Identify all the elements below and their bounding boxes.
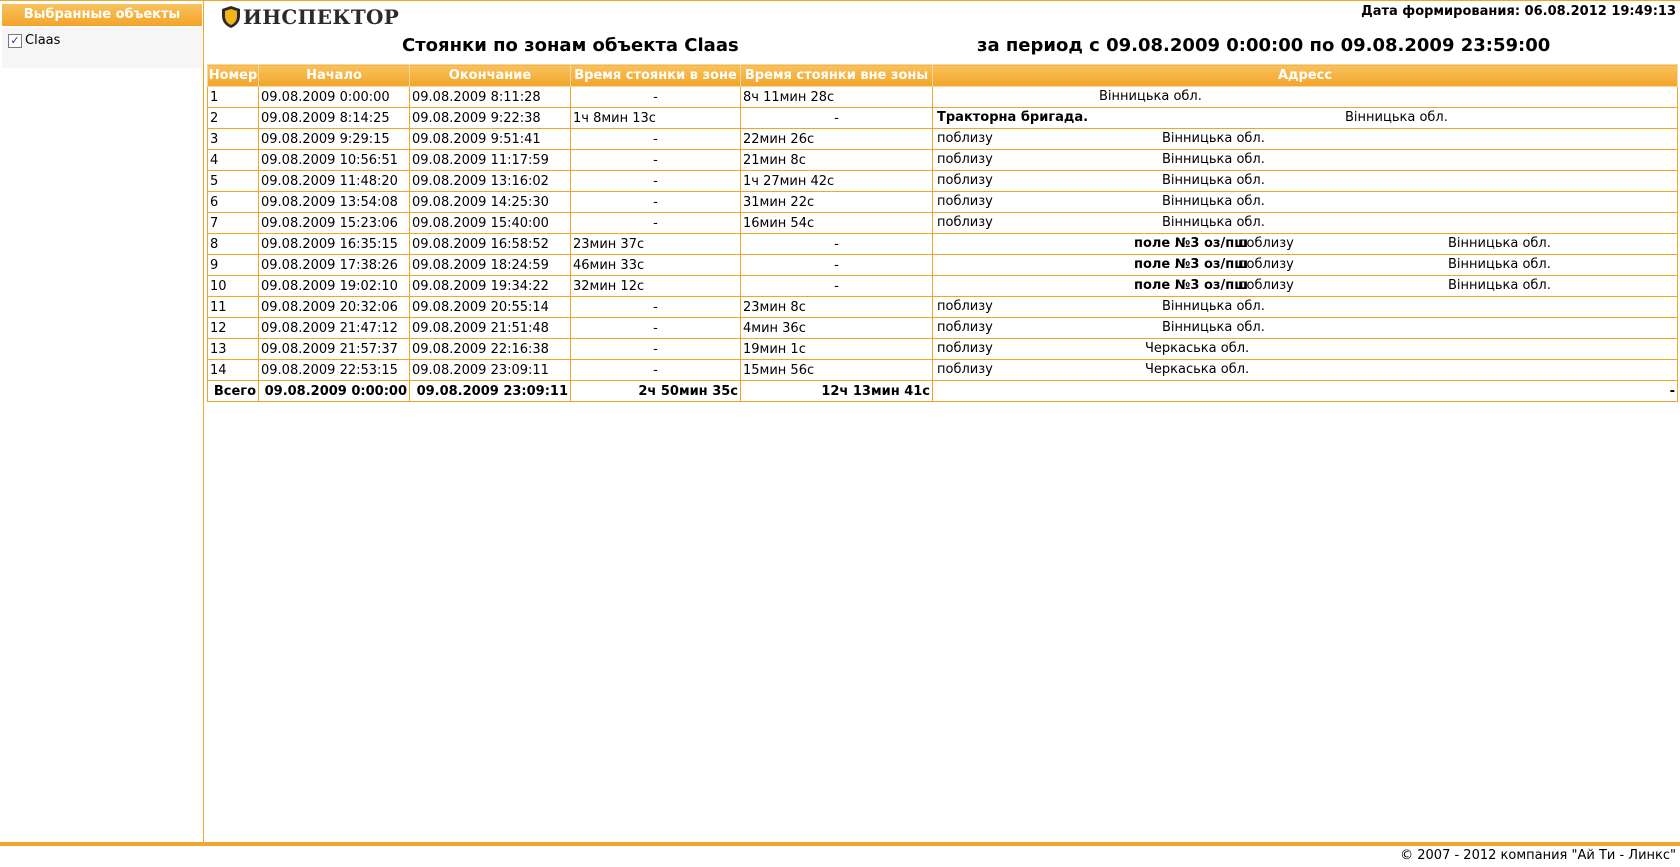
row-time-out-zone: - bbox=[741, 276, 933, 297]
row-start: 09.08.2009 15:23:06 bbox=[259, 213, 410, 234]
object-list bbox=[2, 28, 202, 68]
table-row bbox=[208, 129, 1678, 150]
row-time-out-zone: 22мин 26с bbox=[741, 129, 933, 150]
address-region: Черкаська обл. bbox=[1145, 362, 1250, 377]
row-time-out-zone: 4мин 36с bbox=[741, 318, 933, 339]
row-start: 09.08.2009 11:48:20 bbox=[259, 171, 410, 192]
address-zone: поле №3 оз/пш bbox=[1134, 278, 1249, 293]
report-period: за период с 09.08.2009 0:00:00 по 09.08.2009 23:59:00 bbox=[977, 35, 1551, 56]
table-row bbox=[208, 255, 1678, 276]
row-time-in-zone: - bbox=[571, 360, 741, 381]
report-title: Стоянки по зонам объекта Claas bbox=[402, 35, 739, 56]
row-start: 09.08.2009 8:14:25 bbox=[259, 108, 410, 129]
total-end: 09.08.2009 23:09:11 bbox=[410, 381, 571, 402]
logo-text: ИНСПЕКТОР bbox=[243, 5, 400, 29]
row-time-in-zone: - bbox=[571, 192, 741, 213]
address-near: поблизу bbox=[937, 362, 993, 377]
total-start: 09.08.2009 0:00:00 bbox=[259, 381, 410, 402]
row-address bbox=[933, 192, 1678, 213]
row-number: 9 bbox=[208, 255, 259, 276]
row-address bbox=[933, 234, 1678, 255]
address-region: Вінницька обл. bbox=[1162, 320, 1265, 335]
row-time-out-zone: 15мин 56с bbox=[741, 360, 933, 381]
parking-table bbox=[207, 64, 1678, 402]
table-row bbox=[208, 276, 1678, 297]
row-number: 3 bbox=[208, 129, 259, 150]
address-region: Черкаська обл. bbox=[1145, 341, 1250, 356]
row-time-out-zone: - bbox=[741, 108, 933, 129]
row-time-out-zone: 1ч 27мин 42с bbox=[741, 171, 933, 192]
row-address bbox=[933, 87, 1678, 108]
address-near: поблизу bbox=[937, 215, 993, 230]
total-out-zone: 12ч 13мин 41с bbox=[741, 381, 933, 402]
row-time-in-zone: - bbox=[571, 213, 741, 234]
row-start: 09.08.2009 22:53:15 bbox=[259, 360, 410, 381]
copyright: © 2007 - 2012 компания "Ай Ти - Линкс" bbox=[1400, 848, 1676, 863]
row-address bbox=[933, 339, 1678, 360]
address-region: Вінницька обл. bbox=[1162, 299, 1265, 314]
row-number: 11 bbox=[208, 297, 259, 318]
row-time-in-zone: 1ч 8мин 13с bbox=[571, 108, 741, 129]
row-time-out-zone: - bbox=[741, 255, 933, 276]
row-time-in-zone: - bbox=[571, 87, 741, 108]
address-region: Вінницька обл. bbox=[1345, 110, 1448, 125]
top-divider bbox=[0, 0, 1680, 1]
table-row bbox=[208, 192, 1678, 213]
logo bbox=[221, 4, 399, 30]
row-start: 09.08.2009 13:54:08 bbox=[259, 192, 410, 213]
row-start: 09.08.2009 16:35:15 bbox=[259, 234, 410, 255]
row-number: 1 bbox=[208, 87, 259, 108]
row-address bbox=[933, 213, 1678, 234]
table-row bbox=[208, 297, 1678, 318]
row-end: 09.08.2009 19:34:22 bbox=[410, 276, 571, 297]
row-end: 09.08.2009 13:16:02 bbox=[410, 171, 571, 192]
row-end: 09.08.2009 11:17:59 bbox=[410, 150, 571, 171]
column-header-number: Номер bbox=[208, 65, 259, 87]
address-region: Вінницька обл. bbox=[1448, 278, 1551, 293]
sidebar-header: Выбранные объекты bbox=[2, 4, 202, 26]
row-time-out-zone: - bbox=[741, 234, 933, 255]
address-zone: поле №3 оз/пш bbox=[1134, 236, 1249, 251]
address-near: поблизу bbox=[937, 131, 993, 146]
row-end: 09.08.2009 18:24:59 bbox=[410, 255, 571, 276]
row-time-out-zone: 23мин 8с bbox=[741, 297, 933, 318]
row-time-in-zone: - bbox=[571, 171, 741, 192]
address-region: Вінницька обл. bbox=[1448, 236, 1551, 251]
column-header-time-in-zone: Время стоянки в зоне bbox=[571, 65, 741, 87]
row-time-in-zone: 23мин 37с bbox=[571, 234, 741, 255]
row-number: 7 bbox=[208, 213, 259, 234]
total-label: Всего bbox=[208, 381, 259, 402]
address-near: поблизу bbox=[937, 341, 993, 356]
row-end: 09.08.2009 20:55:14 bbox=[410, 297, 571, 318]
row-time-out-zone: 21мин 8с bbox=[741, 150, 933, 171]
address-region: Вінницька обл. bbox=[1162, 194, 1265, 209]
row-end: 09.08.2009 21:51:48 bbox=[410, 318, 571, 339]
total-row bbox=[208, 381, 1678, 402]
row-start: 09.08.2009 21:57:37 bbox=[259, 339, 410, 360]
row-time-out-zone: 19мин 1с bbox=[741, 339, 933, 360]
table-row bbox=[208, 360, 1678, 381]
row-time-in-zone: - bbox=[571, 129, 741, 150]
object-label: Claas bbox=[25, 33, 61, 48]
row-number: 13 bbox=[208, 339, 259, 360]
row-start: 09.08.2009 21:47:12 bbox=[259, 318, 410, 339]
row-end: 09.08.2009 16:58:52 bbox=[410, 234, 571, 255]
row-end: 09.08.2009 14:25:30 bbox=[410, 192, 571, 213]
shield-icon bbox=[221, 5, 241, 29]
row-start: 09.08.2009 19:02:10 bbox=[259, 276, 410, 297]
address-region: Вінницька обл. bbox=[1162, 215, 1265, 230]
row-number: 5 bbox=[208, 171, 259, 192]
total-address: - bbox=[933, 381, 1678, 402]
row-time-out-zone: 31мин 22с bbox=[741, 192, 933, 213]
row-number: 6 bbox=[208, 192, 259, 213]
address-near: поблизу bbox=[1238, 257, 1294, 272]
row-number: 10 bbox=[208, 276, 259, 297]
row-number: 2 bbox=[208, 108, 259, 129]
generation-date: Дата формирования: 06.08.2012 19:49:13 bbox=[1361, 4, 1676, 19]
table-header-row bbox=[208, 65, 1678, 87]
row-start: 09.08.2009 17:38:26 bbox=[259, 255, 410, 276]
table-row bbox=[208, 234, 1678, 255]
column-header-address: Адресс bbox=[933, 65, 1678, 87]
row-time-in-zone: - bbox=[571, 150, 741, 171]
table-row bbox=[208, 108, 1678, 129]
address-zone: поле №3 оз/пш bbox=[1134, 257, 1249, 272]
table-row bbox=[208, 213, 1678, 234]
object-item-claas[interactable] bbox=[8, 33, 60, 48]
row-time-in-zone: - bbox=[571, 297, 741, 318]
row-time-in-zone: - bbox=[571, 318, 741, 339]
table-row bbox=[208, 87, 1678, 108]
sidebar bbox=[0, 0, 204, 842]
address-near: поблизу bbox=[1238, 236, 1294, 251]
row-end: 09.08.2009 9:51:41 bbox=[410, 129, 571, 150]
row-start: 09.08.2009 10:56:51 bbox=[259, 150, 410, 171]
column-header-end: Окончание bbox=[410, 65, 571, 87]
table-row bbox=[208, 150, 1678, 171]
row-end: 09.08.2009 15:40:00 bbox=[410, 213, 571, 234]
row-address bbox=[933, 129, 1678, 150]
row-number: 4 bbox=[208, 150, 259, 171]
row-number: 14 bbox=[208, 360, 259, 381]
table-row bbox=[208, 339, 1678, 360]
address-region: Вінницька обл. bbox=[1162, 173, 1265, 188]
row-end: 09.08.2009 22:16:38 bbox=[410, 339, 571, 360]
row-end: 09.08.2009 23:09:11 bbox=[410, 360, 571, 381]
address-region: Вінницька обл. bbox=[1448, 257, 1551, 272]
row-start: 09.08.2009 9:29:15 bbox=[259, 129, 410, 150]
row-number: 12 bbox=[208, 318, 259, 339]
object-checkbox[interactable]: ✓ bbox=[8, 34, 22, 48]
row-number: 8 bbox=[208, 234, 259, 255]
row-address bbox=[933, 360, 1678, 381]
address-near: поблизу bbox=[937, 299, 993, 314]
row-address bbox=[933, 171, 1678, 192]
row-start: 09.08.2009 0:00:00 bbox=[259, 87, 410, 108]
address-zone: Тракторна бригада. bbox=[937, 110, 1089, 125]
row-end: 09.08.2009 9:22:38 bbox=[410, 108, 571, 129]
row-time-in-zone: - bbox=[571, 339, 741, 360]
row-address bbox=[933, 318, 1678, 339]
row-time-in-zone: 32мин 12с bbox=[571, 276, 741, 297]
row-end: 09.08.2009 8:11:28 bbox=[410, 87, 571, 108]
address-near: поблизу bbox=[937, 320, 993, 335]
address-near: поблизу bbox=[937, 194, 993, 209]
total-in-zone: 2ч 50мин 35с bbox=[571, 381, 741, 402]
address-near: поблизу bbox=[937, 152, 993, 167]
footer-divider bbox=[0, 842, 1680, 846]
row-time-out-zone: 16мин 54с bbox=[741, 213, 933, 234]
row-address bbox=[933, 108, 1678, 129]
row-time-out-zone: 8ч 11мин 28с bbox=[741, 87, 933, 108]
row-address bbox=[933, 276, 1678, 297]
row-address bbox=[933, 255, 1678, 276]
row-start: 09.08.2009 20:32:06 bbox=[259, 297, 410, 318]
column-header-time-out-zone: Время стоянки вне зоны bbox=[741, 65, 933, 87]
row-address bbox=[933, 297, 1678, 318]
column-header-start: Начало bbox=[259, 65, 410, 87]
row-address bbox=[933, 150, 1678, 171]
address-region: Вінницька обл. bbox=[1162, 131, 1265, 146]
row-time-in-zone: 46мин 33с bbox=[571, 255, 741, 276]
address-region: Вінницька обл. bbox=[1162, 152, 1265, 167]
table-row bbox=[208, 318, 1678, 339]
address-near: поблизу bbox=[1238, 278, 1294, 293]
address-region: Вінницька обл. bbox=[1099, 89, 1202, 104]
address-near: поблизу bbox=[937, 173, 993, 188]
table-row bbox=[208, 171, 1678, 192]
